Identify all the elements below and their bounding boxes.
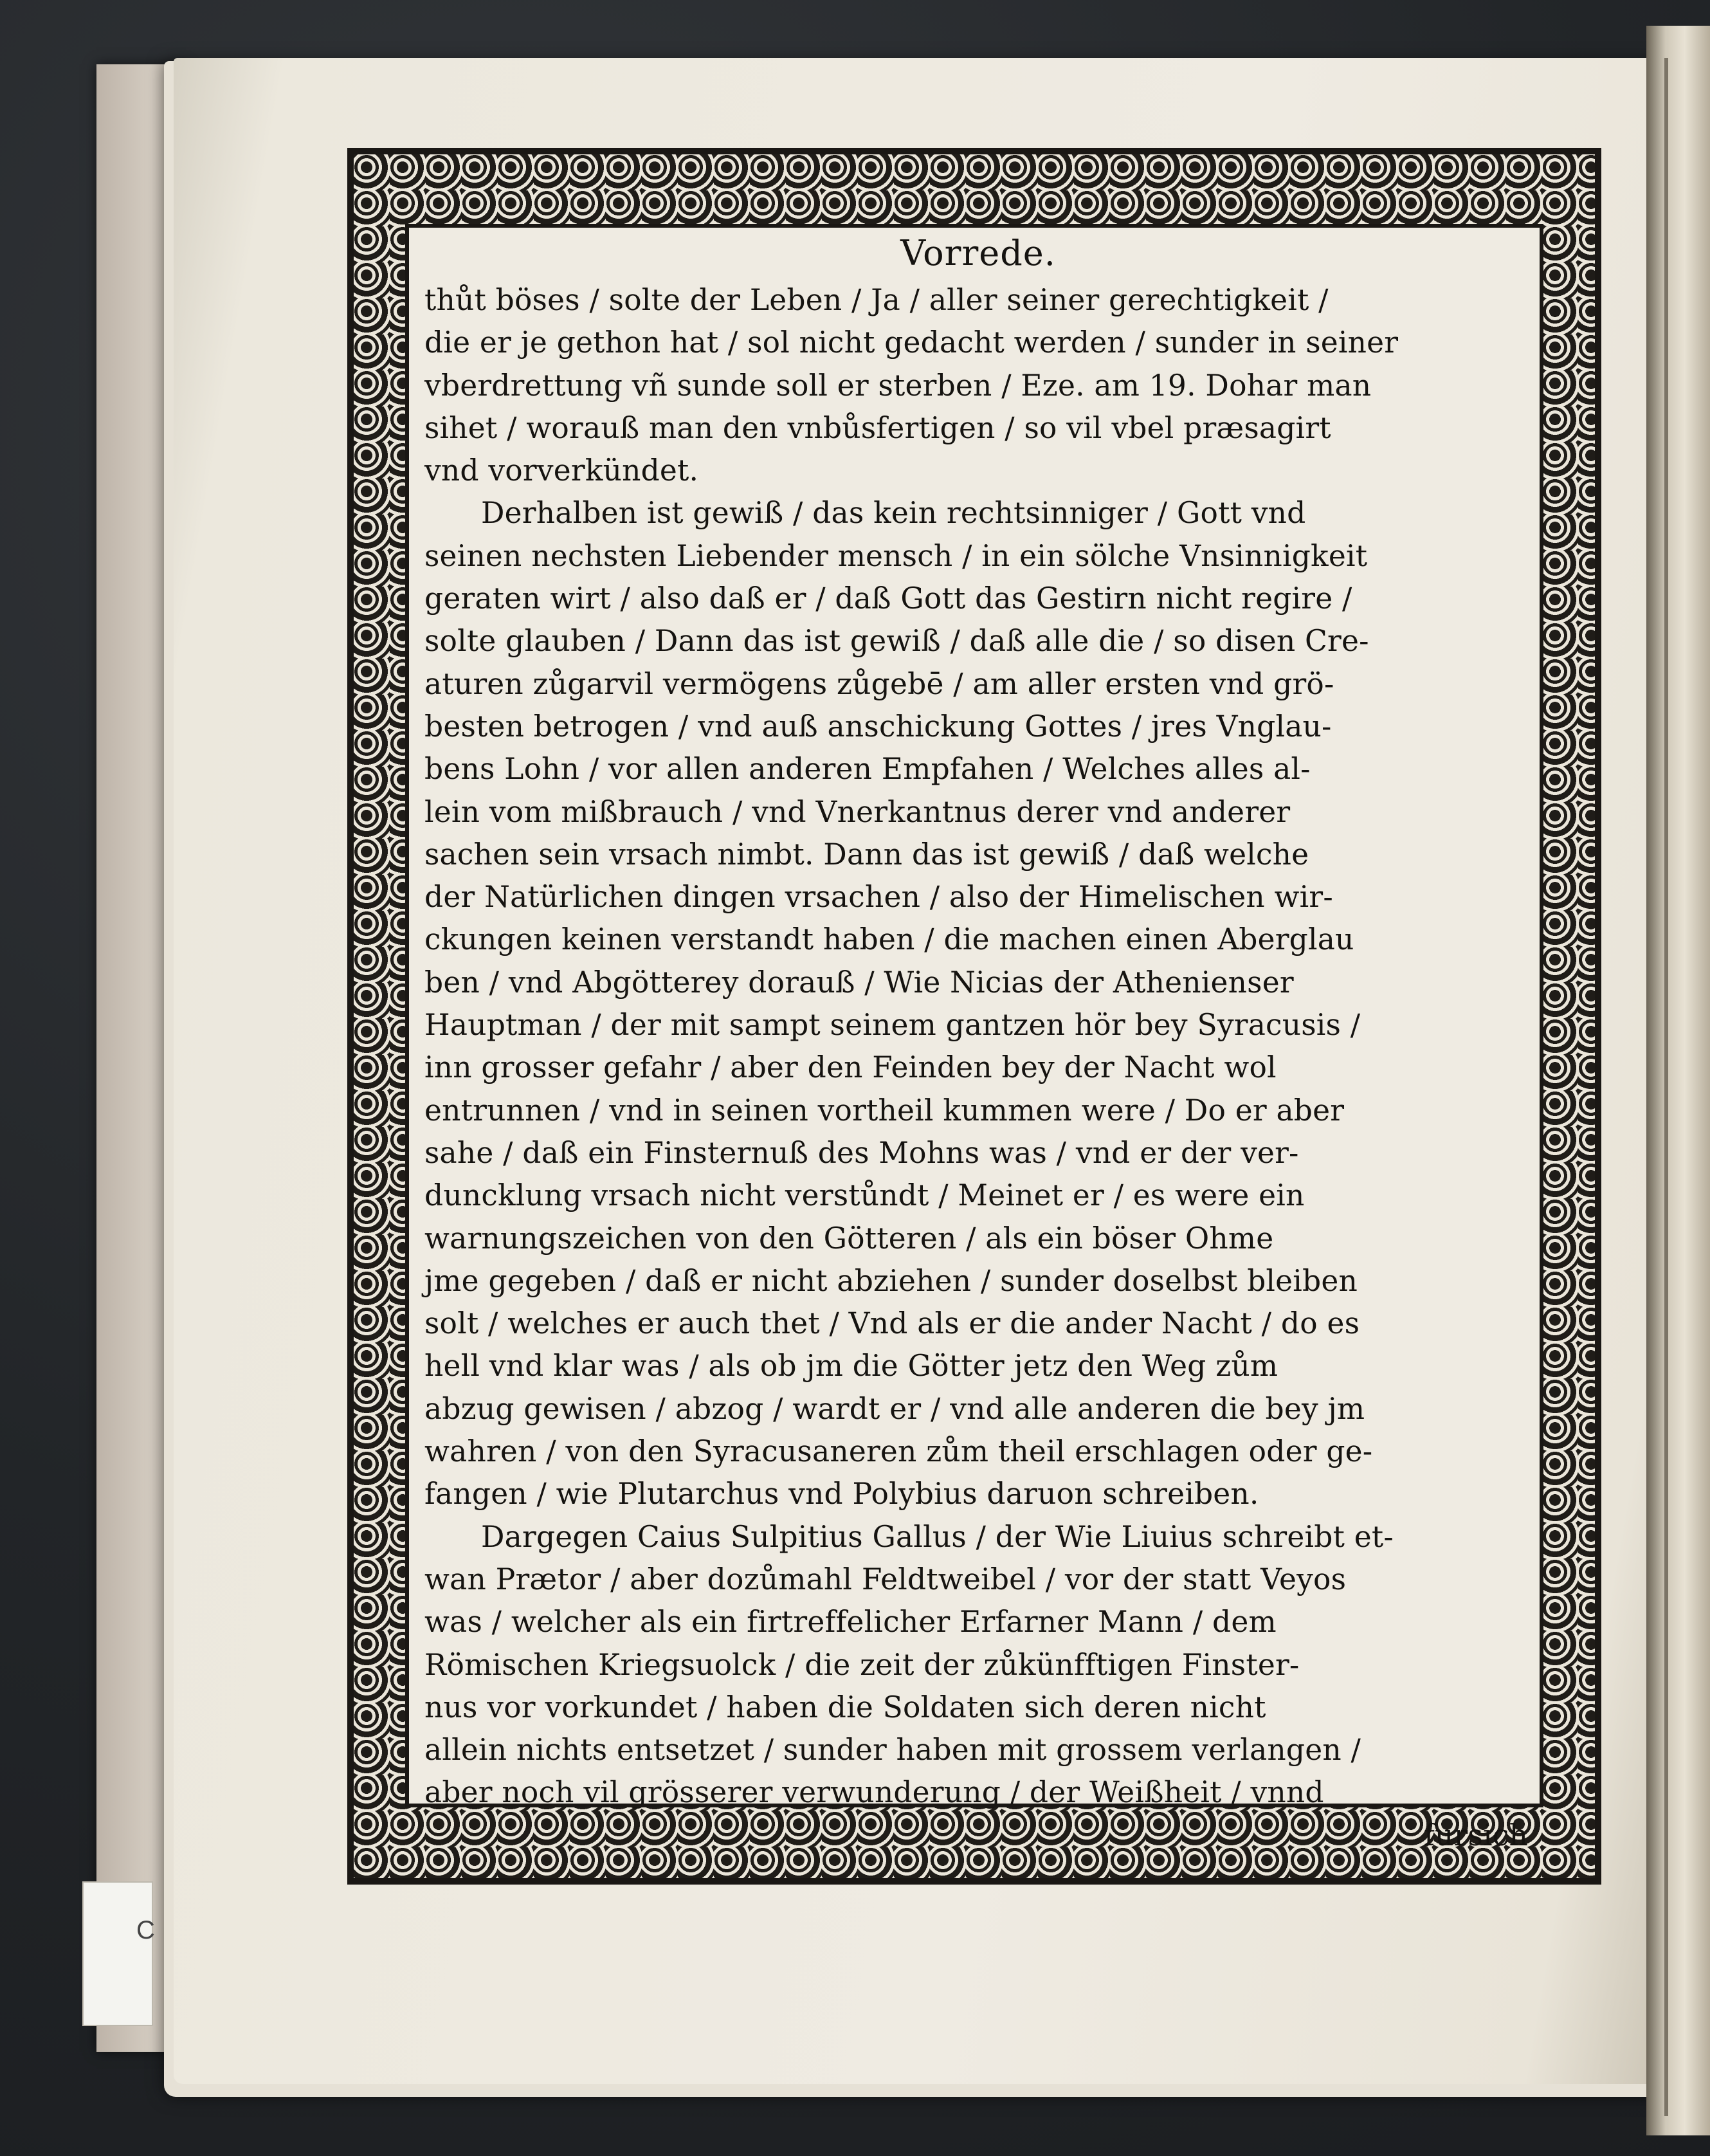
text-line: was / welcher als ein firtreffelicher Erfarner Mann / dem bbox=[424, 1605, 1277, 1640]
text-line: solte glauben / Dann das ist gewiß / daß alle die / so disen Cre- bbox=[424, 624, 1369, 659]
catchword: fursich bbox=[1424, 1818, 1528, 1852]
text-line: aturen zůgarvil vermögens zůgebē / am aller ersten vnd grö- bbox=[424, 666, 1334, 701]
body-text bbox=[424, 279, 1532, 1857]
text-line: sihet / worauß man den vnbůsfertigen / so vil vbel præsagirt bbox=[424, 410, 1331, 445]
text-line: abzug gewisen / abzog / wardt er / vnd alle anderen die bey jm bbox=[424, 1391, 1365, 1426]
text-line: geraten wirt / also daß er / daß Gott das Gestirn nicht regire / bbox=[424, 581, 1352, 616]
text-line: solt / welches er auch thet / Vnd als er die ander Nacht / do es bbox=[424, 1306, 1360, 1341]
ornamental-border bbox=[347, 148, 1601, 1885]
text-line: vnd vorverkündet. bbox=[424, 453, 699, 488]
text-line: vberdrettung vñ sunde soll er sterben / Eze. am 19. Dohar man bbox=[424, 368, 1372, 403]
text-line: sahe / daß ein Finsternuß des Mohns was / vnd er der ver- bbox=[424, 1135, 1299, 1170]
text-line: lein vom mißbrauch / vnd Vnerkantnus derer vnd anderer bbox=[424, 794, 1291, 829]
book-gutter bbox=[1646, 26, 1710, 2135]
text-line: Derhalben ist gewiß / das kein rechtsinniger / Gott vnd bbox=[481, 496, 1306, 531]
text-line: ben / vnd Abgötterey dorauß / Wie Nicias der Athenienser bbox=[424, 965, 1294, 1000]
text-line: entrunnen / vnd in seinen vortheil kummen were / Do er aber bbox=[424, 1093, 1345, 1128]
text-line: nus vor vorkundet / haben die Soldaten sich deren nicht bbox=[424, 1690, 1266, 1724]
text-line: seinen nechsten Liebender mensch / in ein sölche Vnsinnigkeit bbox=[424, 538, 1368, 573]
text-line: inn grosser gefahr / aber den Feinden bey der Nacht wol bbox=[424, 1050, 1277, 1085]
text-block bbox=[405, 224, 1543, 1852]
text-line: thůt böses / solte der Leben / Ja / aller seiner gerechtigkeit / bbox=[424, 283, 1329, 317]
text-line: fangen / wie Plutarchus vnd Polybius daruon schreiben. bbox=[424, 1477, 1259, 1512]
text-line: ckungen keinen verstandt haben / die machen einen Aberglau bbox=[424, 922, 1354, 957]
text-line: besten betrogen / vnd auß anschickung Gottes / jres Vnglau- bbox=[424, 709, 1332, 744]
text-line: hell vnd klar was / als ob jm die Götter jetz den Weg zům bbox=[424, 1349, 1278, 1384]
text-line: allein nichts entsetzet / sunder haben mit grossem verlangen / bbox=[424, 1733, 1361, 1768]
text-line: aber noch vil grösserer verwunderung / der Weißheit / vnnd bbox=[424, 1775, 1324, 1810]
text-line: Römischen Kriegsuolck / die zeit der zůkünfftigen Finster- bbox=[424, 1647, 1300, 1682]
running-head: Vorrede. bbox=[900, 233, 1056, 273]
text-line: wahren / von den Syracusaneren zům theil erschlagen oder ge- bbox=[424, 1434, 1373, 1469]
text-line: Dargegen Caius Sulpitius Gallus / der Wie Liuius schreibt et- bbox=[481, 1519, 1394, 1554]
library-call-label bbox=[82, 1881, 153, 2026]
text-line: die er je gethon hat / sol nicht gedacht werden / sunder in seiner bbox=[424, 325, 1399, 360]
text-line: bens Lohn / vor allen anderen Empfahen / Welches alles al- bbox=[424, 752, 1311, 787]
text-line: Hauptman / der mit sampt seinem gantzen hör bey Syracusis / bbox=[424, 1008, 1361, 1043]
text-line: sachen sein vrsach nimbt. Dann das ist gewiß / daß welche bbox=[424, 837, 1309, 872]
text-line: wan Prætor / aber dozůmahl Feldtweibel / vor der statt Veyos bbox=[424, 1562, 1347, 1596]
text-line: der Natürlichen dingen vrsachen / also der Himelischen wir- bbox=[424, 880, 1333, 915]
library-label-text: C bbox=[136, 1916, 155, 1944]
text-line: warnungszeichen von den Götteren / als ein böser Ohme bbox=[424, 1221, 1274, 1256]
text-line: duncklung vrsach nicht verstůndt / Meinet er / es were ein bbox=[424, 1178, 1305, 1213]
gutter-fold bbox=[1664, 58, 1668, 2116]
text-line: jme gegeben / daß er nicht abziehen / sunder doselbst bleiben bbox=[424, 1263, 1358, 1298]
